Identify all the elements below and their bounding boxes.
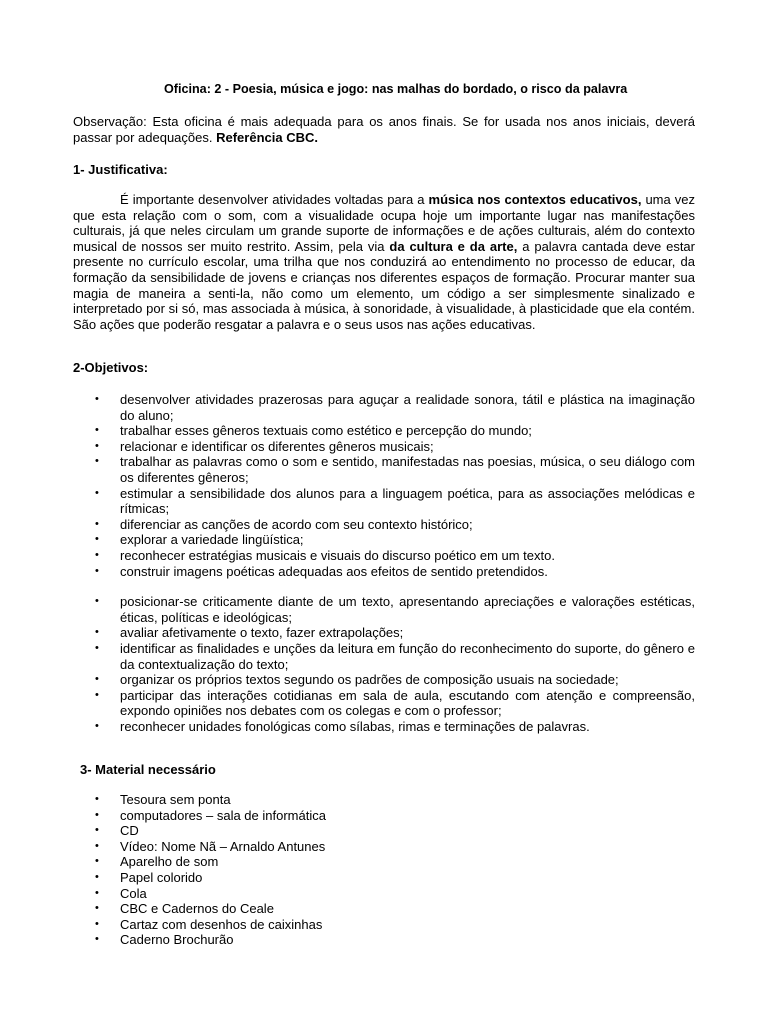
justification-bold-2: da cultura e da arte, <box>389 238 518 254</box>
objective-item: • explorar a variedade lingüística; <box>95 532 304 548</box>
objective-item: • avaliar afetivamente o texto, fazer extrapolações; <box>95 625 404 641</box>
bullet-icon: • <box>95 673 99 686</box>
bullet-icon: • <box>95 517 99 530</box>
observation-text: Observação: Esta oficina é mais adequada para os anos finais. Se for usada nos anos iniciais, deverá passar por adequações. <box>73 114 695 145</box>
objective-item: • construir imagens poéticas adequadas aos efeitos de sentido pretendidos. <box>95 563 548 579</box>
bullet-icon: • <box>95 793 99 805</box>
bullet-icon: • <box>95 626 99 639</box>
bullet-icon: • <box>95 564 99 577</box>
material-item: • computadores – sala de informática <box>95 807 326 823</box>
material-item: • Papel colorido <box>95 869 203 885</box>
justification-bold-1: música nos contextos educativos, <box>428 192 642 207</box>
material-item: • Vídeo: Nome Nã – Arnaldo Antunes <box>95 838 326 854</box>
material-item: • CBC e Cadernos do Ceale <box>95 901 274 917</box>
material-item: • Cola <box>95 885 147 901</box>
objective-item: • trabalhar as palavras como o som e sentido, manifestadas nas poesias, música, o seu diálogo com os diferentes gêneros; <box>95 454 695 485</box>
bullet-icon: • <box>95 439 99 452</box>
bullet-icon: • <box>95 595 99 608</box>
objective-item: • posicionar-se criticamente diante de um texto, apresentando apreciações e valorações estéticas, éticas, políticas e ideológicas; <box>95 594 695 625</box>
material-item: • Aparelho de som <box>95 854 219 870</box>
bullet-icon: • <box>95 902 99 915</box>
bullet-icon: • <box>95 808 99 821</box>
observation-reference: Referência CBC. <box>216 129 318 145</box>
section-heading-material: 3- Material necessário <box>80 762 216 777</box>
bullet-icon: • <box>95 641 99 654</box>
objective-item: • participar das interações cotidianas em sala de aula, escutando com atenção e compreensão, expondo opiniões nos debates com os colegas e com o professor; <box>95 687 695 719</box>
material-item: • Caderno Brochurão <box>95 932 234 948</box>
objective-item: • trabalhar esses gêneros textuais como estético e percepção do mundo; <box>95 423 532 439</box>
justification-paragraph <box>73 192 695 332</box>
bullet-icon: • <box>95 886 99 899</box>
bullet-icon: • <box>95 486 99 499</box>
objective-item: • diferenciar as canções de acordo com seu contexto histórico; <box>95 516 473 532</box>
objective-item: • estimular a sensibilidade dos alunos para a linguagem poética, para as associações melódicas e rítmicas; <box>95 485 695 517</box>
bullet-icon: • <box>95 870 99 883</box>
page-title: Oficina: 2 - Poesia, música e jogo: nas malhas do bordado, o risco da palavra <box>164 82 628 96</box>
section-heading-justificativa: 1- Justificativa: <box>73 162 168 177</box>
objective-item: • reconhecer estratégias musicais e visuais do discurso poético em um texto. <box>95 547 555 563</box>
justification-part-3: a palavra cantada deve estar presente no currículo escolar, uma trilha que nos conduzirá ao entendimento no processo de educar, da formação da sensibilidade de jovens e crianças nos diferentes espaços de formação. Procurar manter sua magia de maneira a senti-la, não como um elemento, um código a ser simplesmente sinalizado e interpretado por si só, mas associada à música, à sonoridade, à visualidade, à plasticidade que ela contém. São ações que poderão resgatar a palavra e o seus usos nas ações educativas. <box>73 238 695 332</box>
bullet-icon: • <box>95 455 99 468</box>
bullet-icon: • <box>95 824 99 837</box>
bullet-icon: • <box>95 424 99 437</box>
materials-list <box>73 792 695 948</box>
bullet-icon: • <box>95 393 99 405</box>
bullet-icon: • <box>95 839 99 852</box>
objectives-list <box>73 392 695 734</box>
justification-part-1: É importante desenvolver atividades voltadas para a <box>120 192 429 207</box>
bullet-icon: • <box>95 719 99 732</box>
justification-part-2: uma vez que esta relação com o som, com a visualidade ocupa hoje um importante lugar nas manifestações culturais, já que neles circulam um grande suporte de informações e de ações culturais, além do contexto musical de nossos ser muito restrito. Assim, pela via <box>73 192 695 254</box>
material-item: • Tesoura sem ponta <box>95 792 231 807</box>
bullet-icon: • <box>95 688 99 701</box>
material-item: • Cartaz com desenhos de caixinhas <box>95 916 323 932</box>
objective-item: • relacionar e identificar os diferentes gêneros musicais; <box>95 438 434 454</box>
list-spacer <box>73 579 695 594</box>
objective-item: • organizar os próprios textos segundo os padrões de composição usuais na sociedade; <box>95 672 619 688</box>
bullet-icon: • <box>95 933 99 946</box>
section-heading-objetivos: 2-Objetivos: <box>73 360 149 375</box>
objective-item: • desenvolver atividades prazerosas para aguçar a realidade sonora, tátil e plástica na imaginação do aluno; <box>95 392 695 423</box>
observation-note <box>73 114 695 145</box>
objective-item: • reconhecer unidades fonológicas como sílabas, rimas e terminações de palavras. <box>95 718 590 734</box>
material-item: • CD <box>95 823 139 839</box>
objective-item: • identificar as finalidades e unções da leitura em função do reconhecimento do suporte, do gênero e da contextualização do texto; <box>95 640 695 672</box>
bullet-icon: • <box>95 917 99 930</box>
bullet-icon: • <box>95 855 99 868</box>
bullet-icon: • <box>95 548 99 561</box>
bullet-icon: • <box>95 533 99 546</box>
